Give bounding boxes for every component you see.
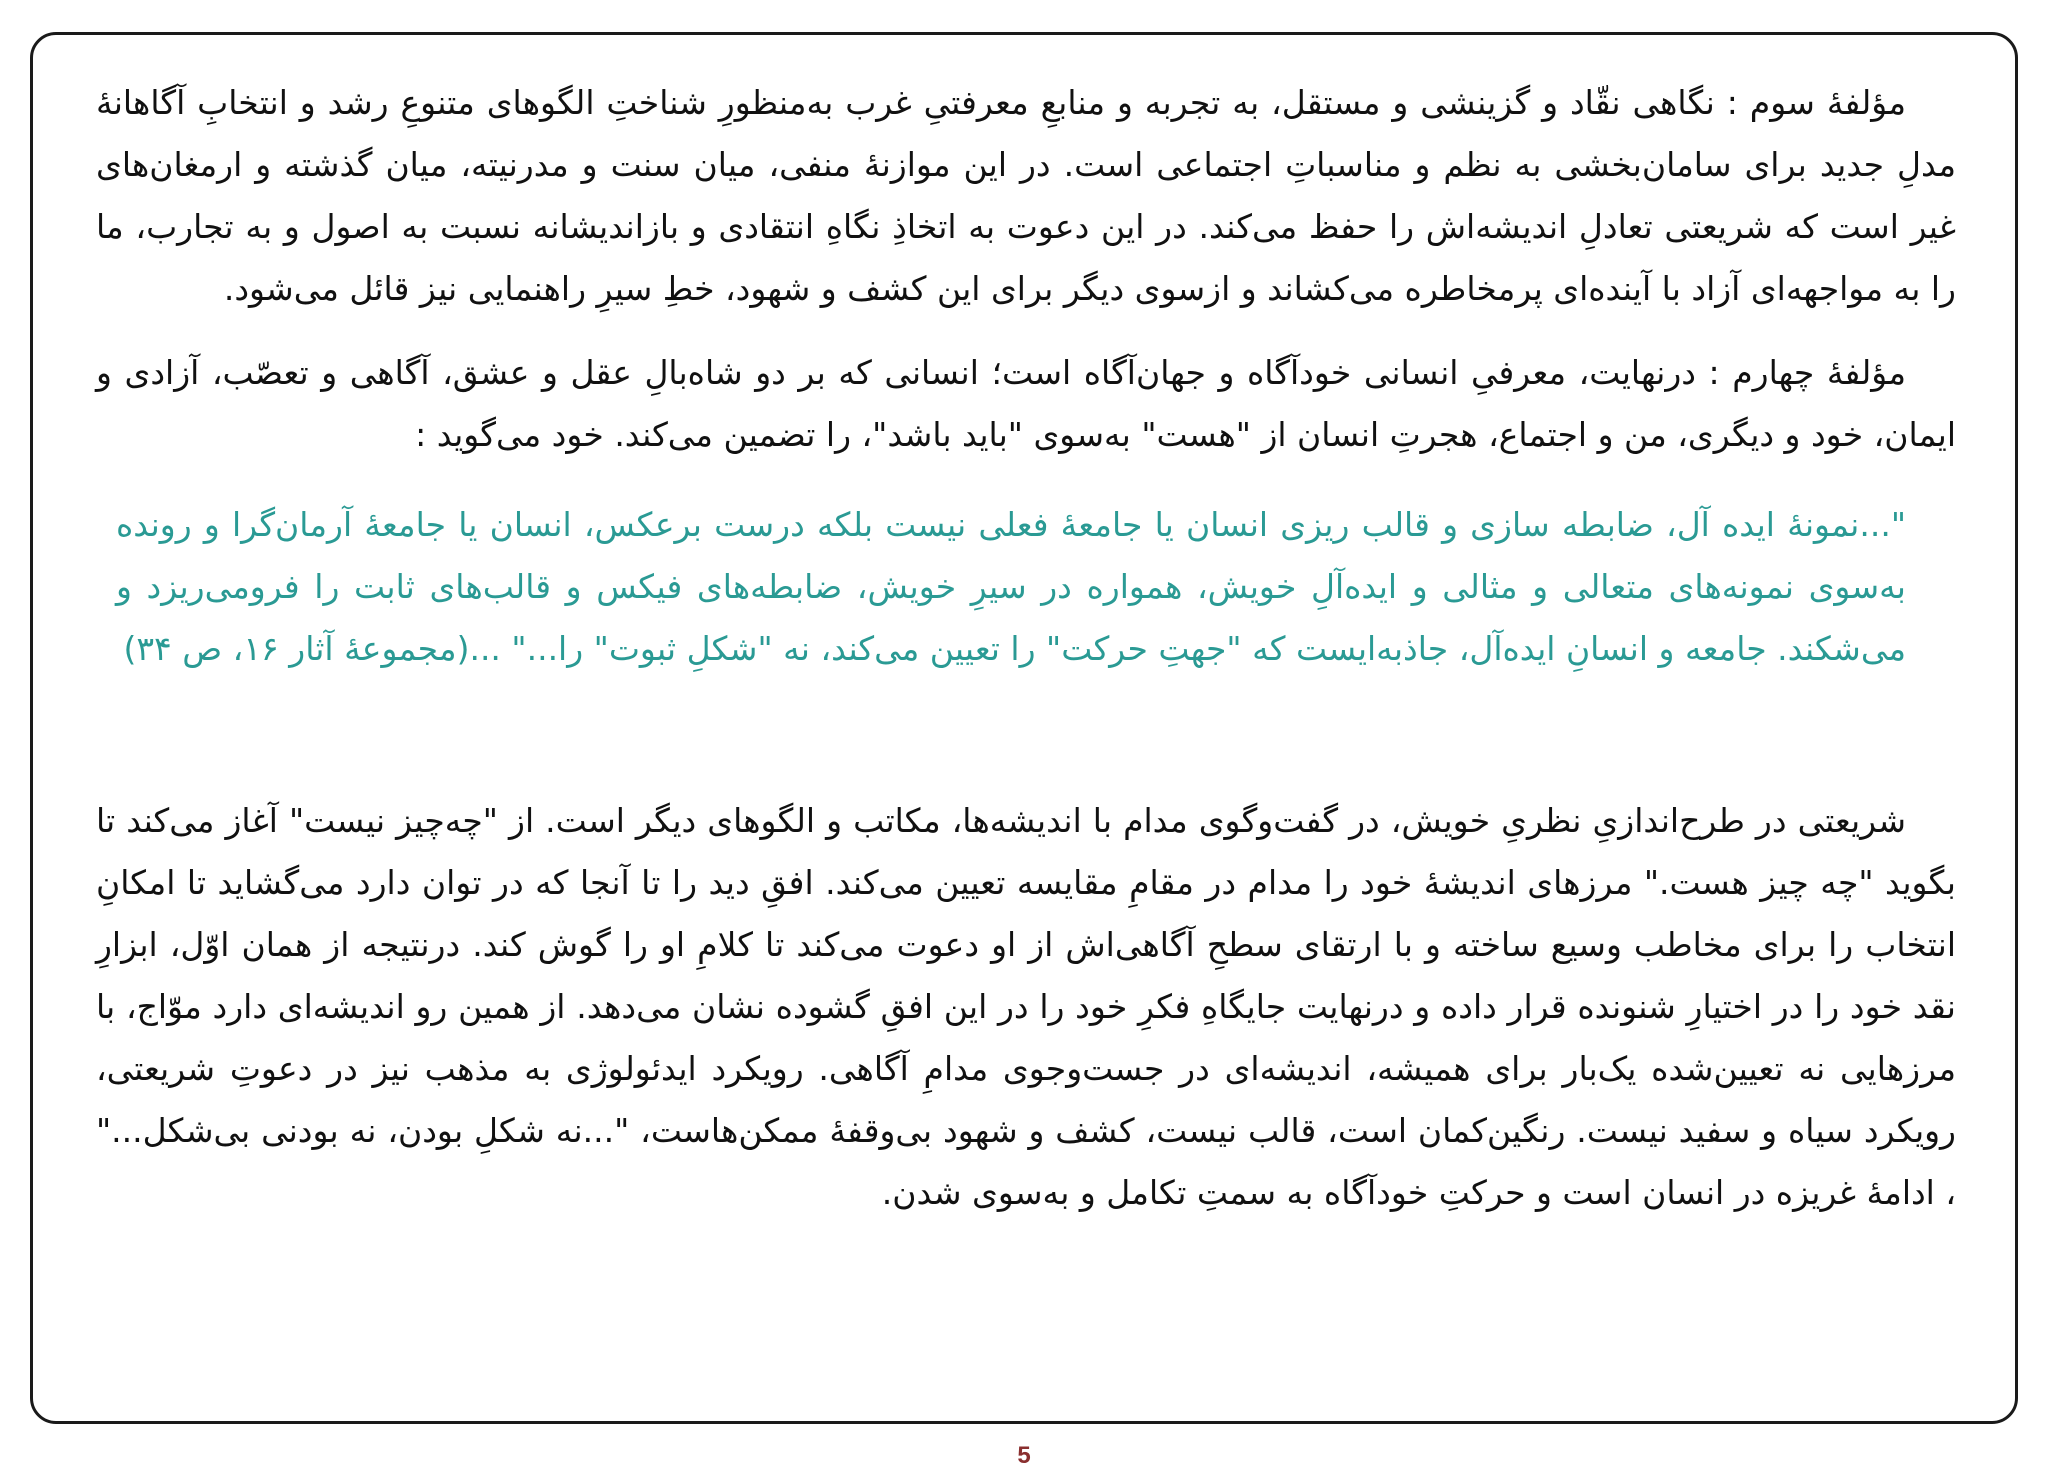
quotation-block: "...نمونۀ ایده آل، ضابطه سازی و قالب ریزی انسان یا جامعۀ فعلی نیست بلکه درست برعکس، انسان یا جامعۀ آرمان‌گرا و رونده به‌سوی نمونه‌های متعالی و مثالی و ایده‌آلِ خویش، همواره در سیرِ خویش، ضابطه‌های فیکس و قالب‌های ثابت را فرومی‌ریزد و می‌شکند. جامعه و انسانِ ایده‌آل، جاذبه‌ایست که "جهتِ حرکت" را تعیین می‌کند، نه "شکلِ ثبوت" را..." ...(مجموعۀ آثار ۱۶، ص ۳۴) [116, 505, 1906, 668]
paragraph-component-three: مؤلفۀ سوم : نگاهی نقّاد و گزینشی و مستقل، به تجربه و منابعِ معرفتیِ غرب به‌منظورِ شناختِ الگوهای متنوعِ رشد و انتخابِ آگاهانۀ مدلِ جدید برای سامان‌بخشی به نظم و مناسباتِ اجتماعی است. در این موازنۀ منفی، میان سنت و مدرنیته، میان گذشته و ارمغان‌های غیر است که شریعتی تعادلِ اندیشه‌اش را حفظ می‌کند. در این دعوت به اتخاذِ نگاهِ انتقادی و بازاندیشانه نسبت به اصول و به تجارب، ما را به مواجهه‌ای آزاد با آینده‌ای پرمخاطره می‌کشاند و ازسوی دیگر برای این کشف و شهود، خطِ سیرِ راهنمایی نیز قائل می‌شود. [96, 83, 1956, 308]
paragraph-component-four: مؤلفۀ چهارم : درنهایت، معرفیِ انسانی خودآگاه و جهان‌آگاه است؛ انسانی که بر دو شاه‌بالِ عقل و عشق، آگاهی و تعصّب، آزادی و ایمان، خود و دیگری، من و اجتماع، هجرتِ انسان از "هست" به‌سوی "باید باشد"، را تضمین می‌کند. خود می‌گوید : [96, 353, 1956, 454]
page-content [96, 72, 1956, 1224]
paragraph-shariati-discussion: شریعتی در طرح‌اندازیِ نظریِ خویش، در گفت‌وگوی مدام با اندیشه‌ها، مکاتب و الگوهای دیگر است. از "چه‌چیز نیست" آغاز می‌کند تا بگوید "چه چیز هست." مرزهای اندیشۀ خود را مدام در مقامِ مقایسه تعیین می‌کند. افقِ دید را تا آنجا که در توان دارد می‌گشاید تا امکانِ انتخاب را برای مخاطب وسیع ساخته و با ارتقای سطحِ آگاهی‌اش از او دعوت می‌کند تا کلامِ او را گوش کند. درنتیجه از همان اوّل، ابزارِ نقد خود را در اختیارِ شنونده قرار داده و درنهایت جایگاهِ فکرِ خود را در این افقِ گشوده نشان می‌دهد. از همین رو اندیشه‌ای دارد موّاج، با مرزهایی نه تعیین‌شده یک‌بار برای همیشه، اندیشه‌ای در جست‌وجوی مدامِ آگاهی. رویکرد ایدئولوژی به مذهب نیز در دعوتِ شریعتی، رویکرد سیاه و سفید نیست. رنگین‌کمان است، قالب نیست، کشف و شهود بی‌وقفۀ ممکن‌هاست، "...نه شکلِ بودن، نه بودنی بی‌شکل..." ، ادامۀ غریزه در انسان است و حرکتِ خودآگاه به سمتِ تکامل و به‌سوی شدن. [96, 801, 1956, 1212]
page-number: 5 [1017, 1442, 1031, 1469]
